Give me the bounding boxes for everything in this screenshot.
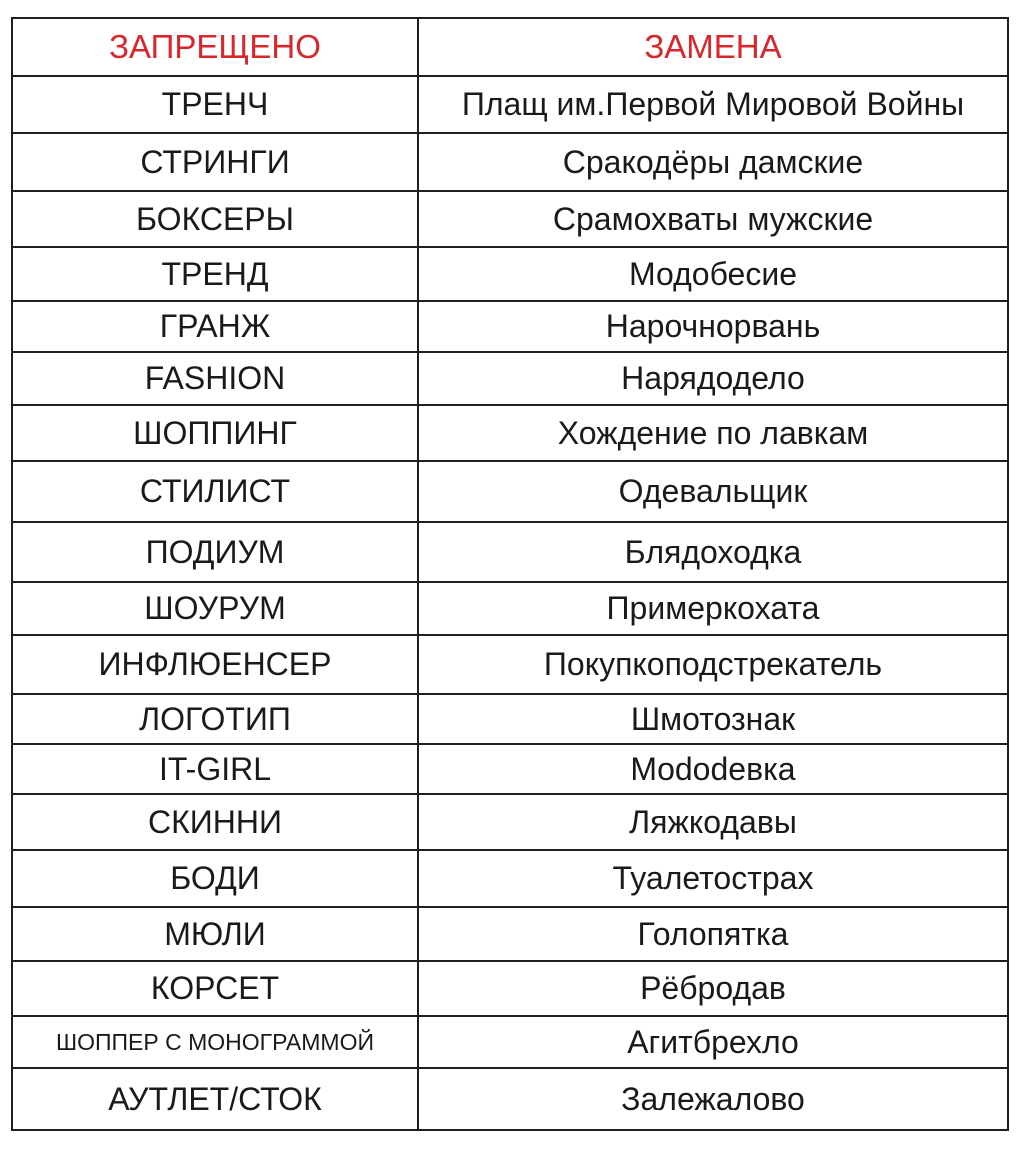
- table-row: [12, 76, 1008, 133]
- table-row: [12, 794, 1008, 850]
- column-header-replacement: ЗАМЕНА: [418, 18, 1008, 76]
- forbidden-word: ШОППЕР С МОНОГРАММОЙ: [12, 1016, 418, 1068]
- table-header-row: [12, 18, 1008, 76]
- table-row: [12, 191, 1008, 247]
- forbidden-word: ПОДИУМ: [12, 522, 418, 582]
- forbidden-word: СКИННИ: [12, 794, 418, 850]
- forbidden-word: IT-GIRL: [12, 744, 418, 794]
- replacement-word: Модобесие: [418, 247, 1008, 301]
- table-row: [12, 352, 1008, 405]
- replacement-word: Блядоходка: [418, 522, 1008, 582]
- table-row: [12, 1068, 1008, 1130]
- replacement-word: Примеркохата: [418, 582, 1008, 635]
- forbidden-words-table: [11, 17, 1009, 1131]
- table-row: [12, 744, 1008, 794]
- table-row: [12, 961, 1008, 1016]
- forbidden-word: СТИЛИСТ: [12, 461, 418, 522]
- table-row: [12, 635, 1008, 694]
- replacement-word: Рёбродав: [418, 961, 1008, 1016]
- replacement-word: Залежалово: [418, 1068, 1008, 1130]
- forbidden-word: СТРИНГИ: [12, 133, 418, 191]
- table-row: [12, 582, 1008, 635]
- replacement-word: Голопятка: [418, 907, 1008, 961]
- forbidden-word: БОДИ: [12, 850, 418, 907]
- table-row: [12, 461, 1008, 522]
- forbidden-word: ИНФЛЮЕНСЕР: [12, 635, 418, 694]
- forbidden-word: МЮЛИ: [12, 907, 418, 961]
- replacement-word: Агитбрехло: [418, 1016, 1008, 1068]
- table-row: [12, 247, 1008, 301]
- table-row: [12, 405, 1008, 461]
- forbidden-word: АУТЛЕТ/СТОК: [12, 1068, 418, 1130]
- replacement-table-sheet: [11, 17, 1007, 1131]
- replacement-word: Мododевка: [418, 744, 1008, 794]
- replacement-word: Туалетострах: [418, 850, 1008, 907]
- replacement-word: Срамохваты мужские: [418, 191, 1008, 247]
- replacement-word: Хождение по лавкам: [418, 405, 1008, 461]
- replacement-word: Нарядодело: [418, 352, 1008, 405]
- replacement-word: Покупкоподстрекатель: [418, 635, 1008, 694]
- forbidden-word: FASHION: [12, 352, 418, 405]
- table-row: [12, 522, 1008, 582]
- replacement-word: Шмотознак: [418, 694, 1008, 744]
- forbidden-word: ТРЕНЧ: [12, 76, 418, 133]
- table-row: [12, 907, 1008, 961]
- forbidden-word: ШОППИНГ: [12, 405, 418, 461]
- forbidden-word: ГРАНЖ: [12, 301, 418, 352]
- replacement-word: Нарочнорвань: [418, 301, 1008, 352]
- forbidden-word: ЛОГОТИП: [12, 694, 418, 744]
- replacement-word: Ляжкодавы: [418, 794, 1008, 850]
- table-row: [12, 694, 1008, 744]
- replacement-word: Одевальщик: [418, 461, 1008, 522]
- replacement-word: Плащ им.Первой Мировой Войны: [418, 76, 1008, 133]
- table-row: [12, 850, 1008, 907]
- forbidden-word: КОРСЕТ: [12, 961, 418, 1016]
- table-row: [12, 301, 1008, 352]
- forbidden-word: ТРЕНД: [12, 247, 418, 301]
- column-header-forbidden: ЗАПРЕЩЕНО: [12, 18, 418, 76]
- table-row: [12, 133, 1008, 191]
- table-row: [12, 1016, 1008, 1068]
- forbidden-word: ШОУРУМ: [12, 582, 418, 635]
- replacement-word: Сракодёры дамские: [418, 133, 1008, 191]
- forbidden-word: БОКСЕРЫ: [12, 191, 418, 247]
